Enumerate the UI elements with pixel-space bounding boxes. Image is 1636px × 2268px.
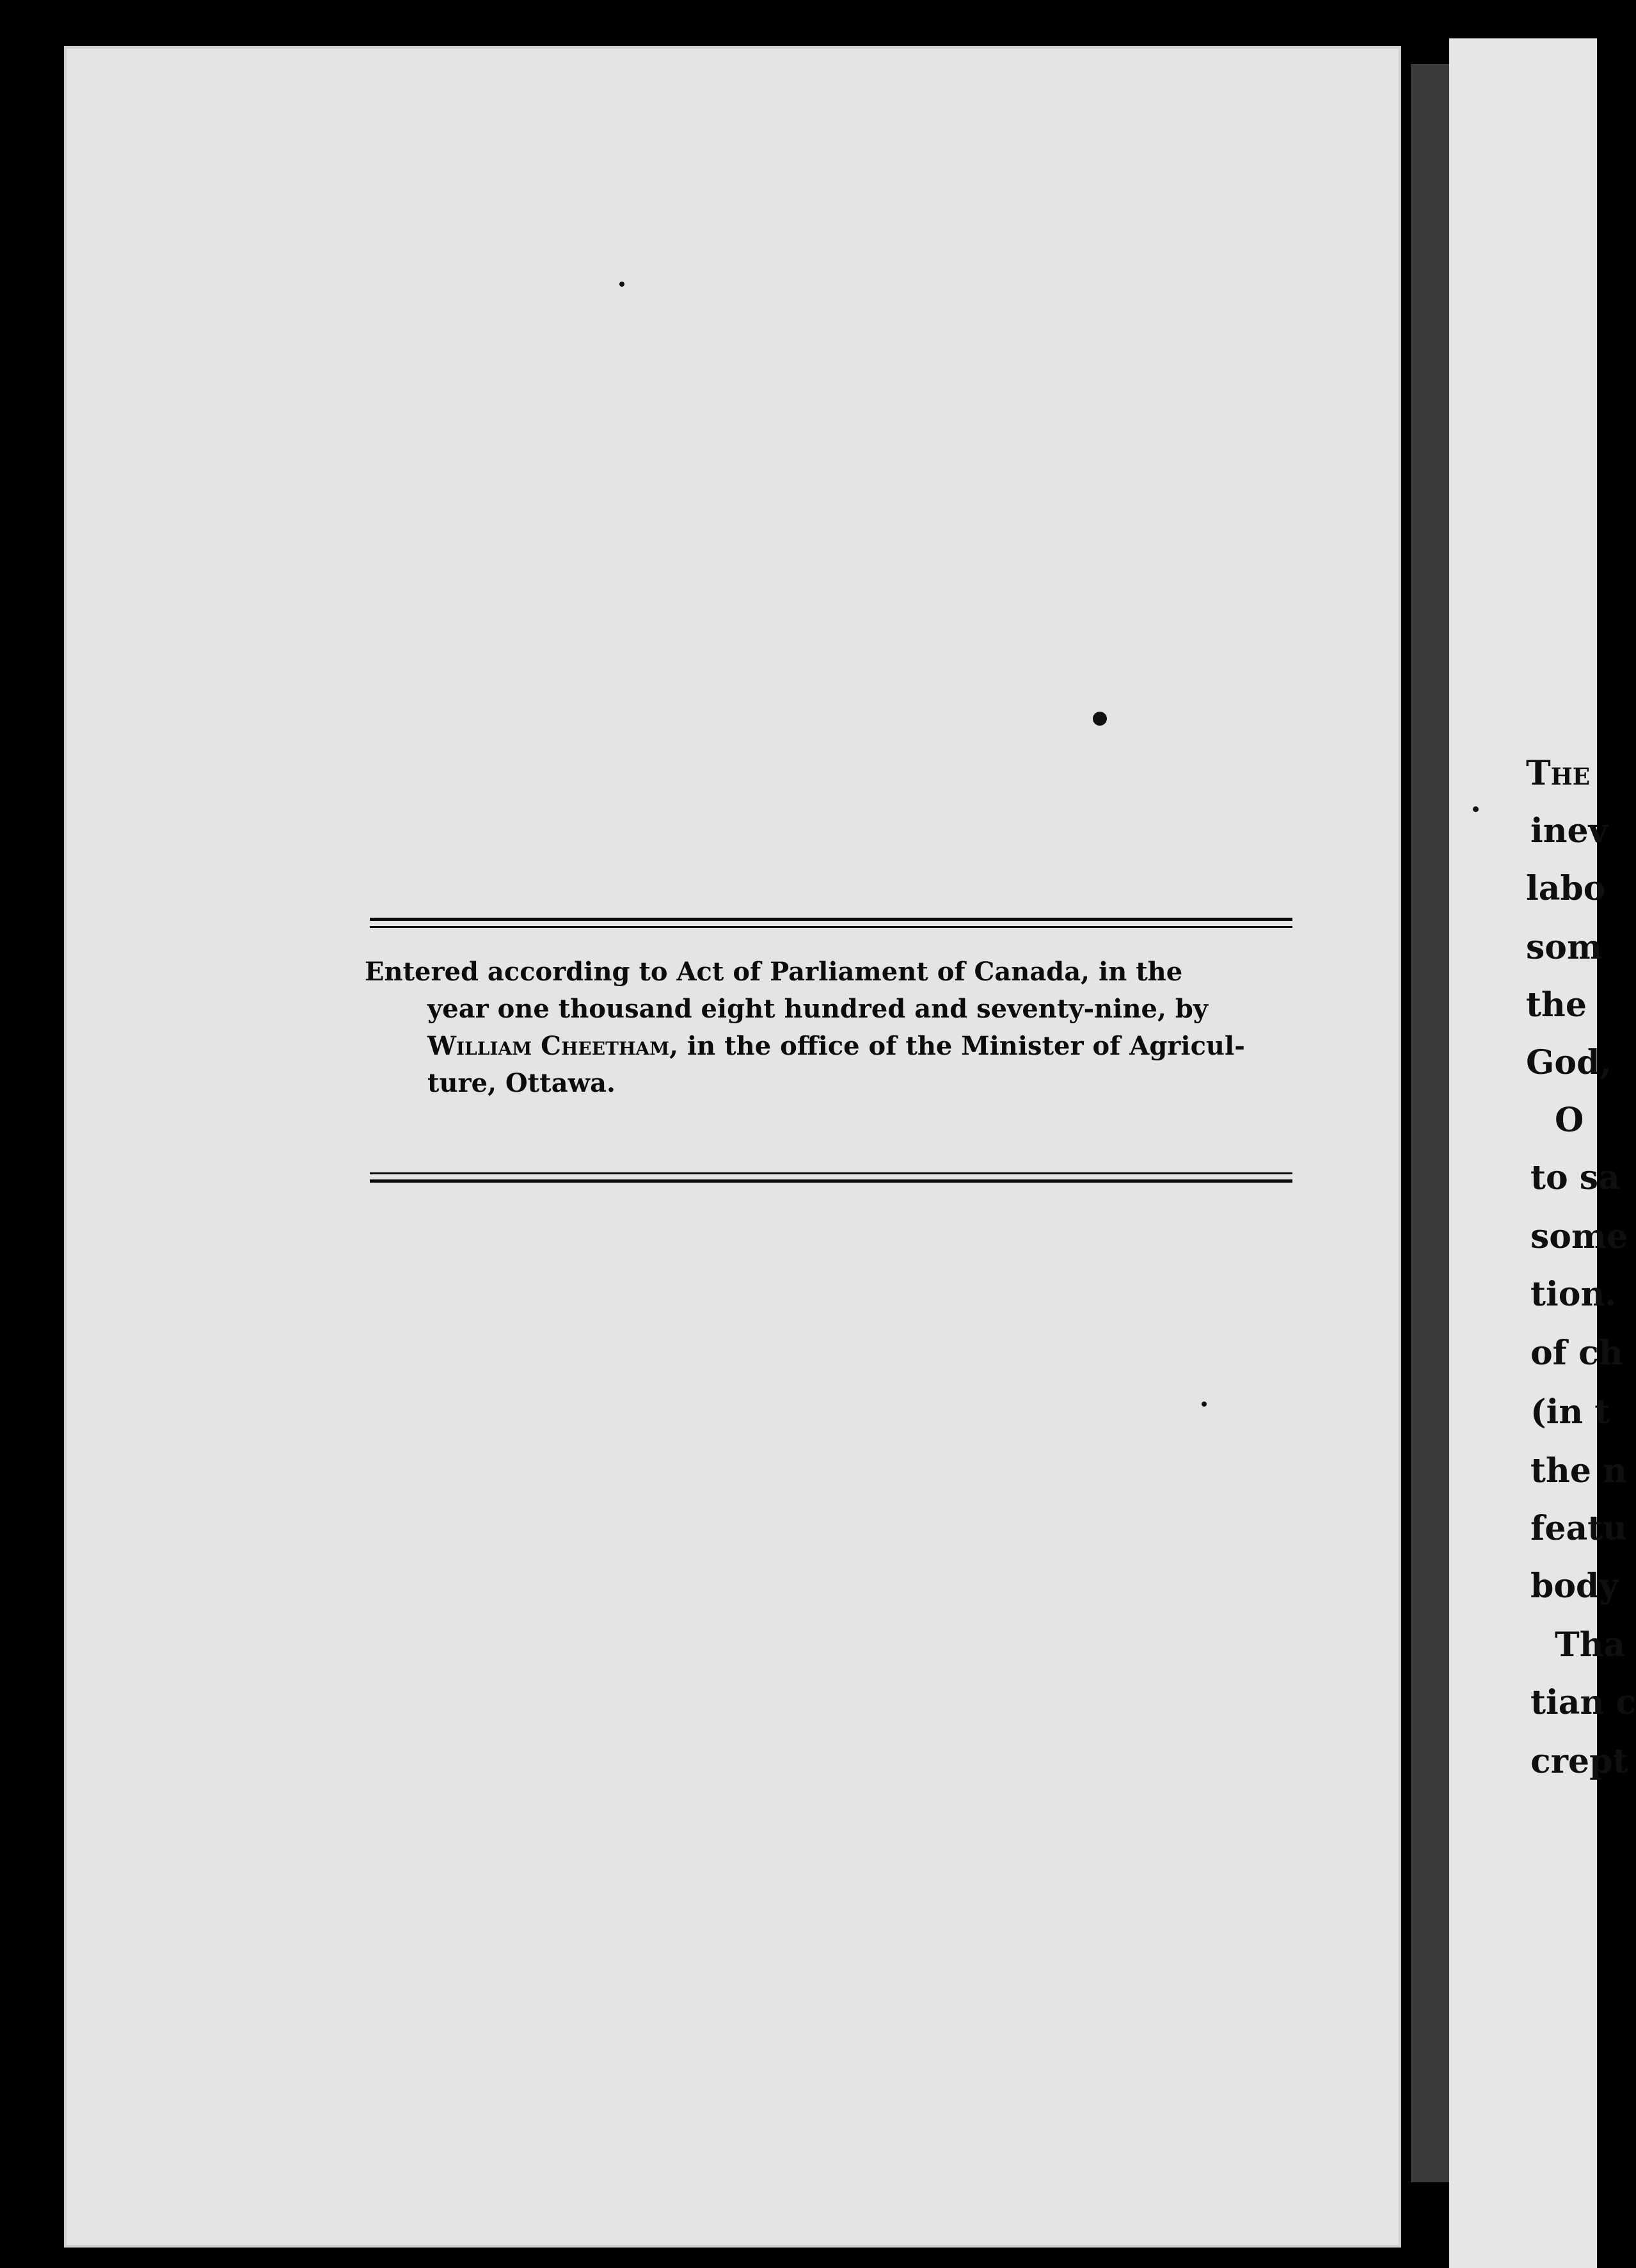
notice-line: Entered according to Act of Parliament of Canada, in the: [365, 957, 1183, 987]
right-page-line: featu: [1530, 1509, 1627, 1548]
ink-speck: [1202, 1402, 1207, 1407]
left-page: [64, 46, 1401, 2248]
right-page-line: the: [1526, 986, 1587, 1025]
right-page-line: inev: [1530, 811, 1608, 850]
right-page-line: labo: [1526, 869, 1606, 908]
notice-line: ture, Ottawa.: [427, 1068, 615, 1098]
rule-line: [370, 926, 1292, 928]
notice-line: year one thousand eight hundred and seventy-nine, by: [427, 994, 1209, 1024]
right-page-line: The: [1526, 754, 1591, 793]
notice-indented-lines: [365, 991, 1296, 1102]
right-page-line: O: [1555, 1101, 1584, 1140]
right-page-line: som: [1526, 928, 1602, 967]
right-page-line: some: [1530, 1217, 1628, 1256]
author-name: William Cheetham,: [427, 1031, 679, 1061]
rule-line: [370, 1179, 1292, 1183]
ink-speck: [1093, 712, 1107, 726]
right-page: [1449, 38, 1597, 2268]
bottom-double-rule: [370, 1172, 1292, 1188]
ink-speck: [1473, 806, 1479, 812]
top-double-rule: [370, 918, 1292, 933]
ink-speck: [619, 282, 624, 287]
notice-line-rest: in the office of the Minister of Agricul-: [678, 1031, 1245, 1061]
right-page-line: of ch: [1530, 1334, 1623, 1373]
right-page-line: crept: [1530, 1742, 1628, 1781]
notice-line: [427, 1028, 1296, 1065]
rule-line: [370, 918, 1292, 921]
book-gutter: [1411, 64, 1449, 2182]
right-page-line: body: [1530, 1567, 1619, 1606]
rule-line: [370, 1172, 1292, 1174]
copyright-notice: [365, 954, 1296, 1102]
right-page-line: to sa: [1530, 1158, 1620, 1197]
right-page-line: God,: [1526, 1043, 1612, 1082]
right-page-line: Tha: [1555, 1625, 1626, 1665]
right-page-line: tion.: [1530, 1275, 1617, 1314]
right-page-line: (in t: [1530, 1393, 1610, 1432]
right-page-line: tian c: [1530, 1683, 1636, 1722]
right-page-line: the n: [1530, 1451, 1627, 1490]
